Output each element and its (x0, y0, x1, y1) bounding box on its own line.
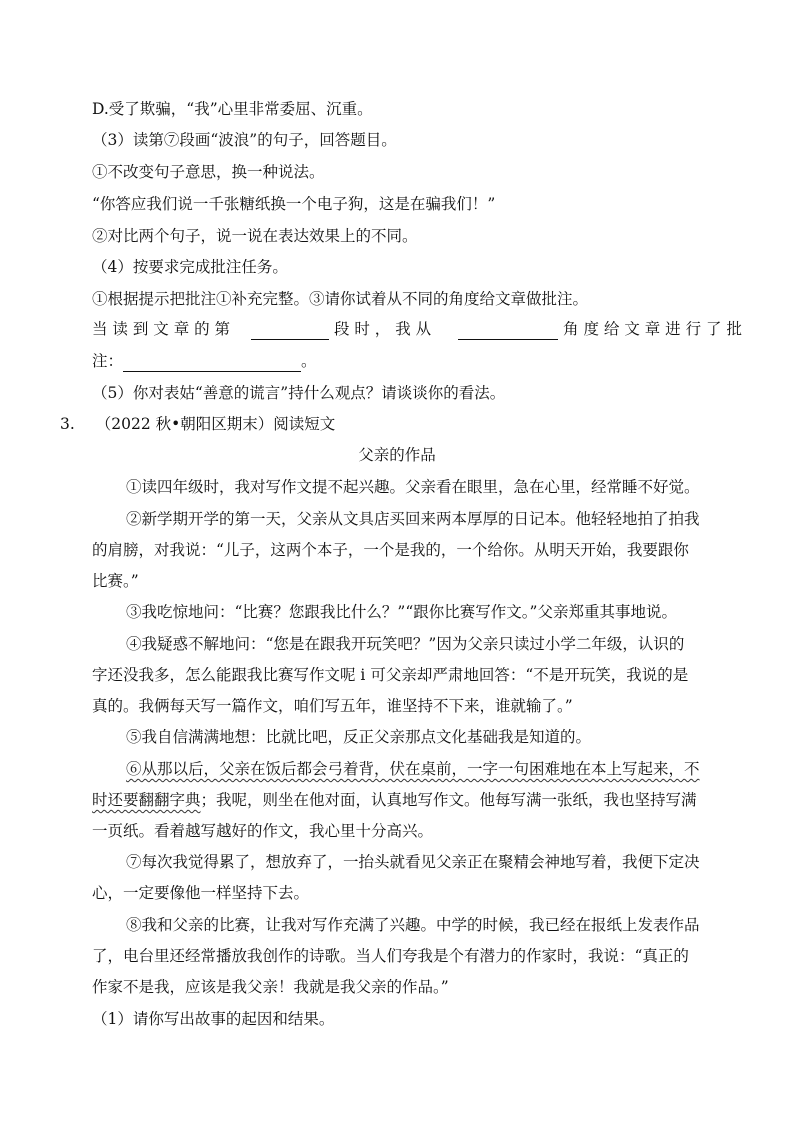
question-number: 3. (60, 415, 75, 433)
paragraph-6-line-3: 一页纸。看着越写越好的作文，我心里十分高兴。 (92, 822, 434, 840)
paragraph-6-line-1: ⑥从那以后，父亲在饭后都会弓着背，伏在桌前，一字一句困难地在本上写起来，不 (126, 760, 700, 778)
paragraph-5: ⑤我自信满满地想：比就比吧，反正父亲那点文化基础我是知道的。 (126, 728, 592, 746)
paragraph-8-line-2: 了，电台里还经常播放我创作的诗歌。当人们夸我是个有潜力的作家时，我说：“真正的 (92, 947, 689, 965)
question-3-item-1: ①不改变句子意思，换一种说法。 (92, 163, 325, 181)
wavy-underlined-text: 时还要翻翻字典 (92, 791, 201, 809)
paragraph-1: ①读四年级时，我对写作文提不起兴趣。父亲看在眼里，急在心里，经常睡不好觉。 (126, 478, 700, 496)
paragraph-2-line-1: ②新学期开学的第一天，父亲从文具店买回来两本厚厚的日记本。他轻轻地拍了拍我 (126, 510, 700, 528)
paragraph-8-line-1: ⑧我和父亲的比赛，让我对写作充满了兴趣。中学的时候，我已经在报纸上发表作品 (126, 916, 700, 934)
paragraph-3: ③我吃惊地问：“比赛？您跟我比什么？”“跟你比赛写作文。”父亲郑重其事地说。 (126, 603, 677, 621)
question-source: （2022 秋•朝阳区期末）阅读短文 (95, 415, 336, 433)
angle-blank[interactable] (458, 321, 558, 340)
question-3-title: （3）读第⑦段画“波浪”的句子，回答题目。 (92, 131, 397, 149)
paragraph-4-line-2: 字还没我多，怎么能跟我比赛写作文呢 i 可父亲却严肃地回答：“不是开玩笑，我说的是 (92, 666, 689, 684)
paragraph-6-line-2-rest: ；我呢，则坐在他对面，认真地写作文。他每写满一张纸，我也坚持写满 (200, 791, 697, 809)
annotation-blank[interactable] (123, 353, 301, 372)
option-d: D.受了欺骗，“我”心里非常委屈、沉重。 (92, 100, 373, 118)
paragraph-7-line-2: 心，一定要像他一样坚持下去。 (92, 884, 310, 902)
article-title: 父亲的作品 (358, 446, 436, 464)
paragraph-2-line-2: 的肩膀，对我说：“儿子，这两个本子，一个是我的，一个给你。从明天开始，我要跟你 (92, 541, 689, 559)
question-4-task: ①根据提示把批注①补充完整。③请你试着从不同的角度给文章做批注。 (92, 290, 589, 308)
question-3-quote: “你答应我们说一千张糖纸换一个电子狗，这是在骗我们！” (92, 195, 496, 213)
fill-text-a: 当 读 到 文 章 的 第 (92, 320, 231, 338)
annotation-fill-line (92, 318, 742, 340)
question-5: （5）你对表姑“善意的谎言”持什么观点？请谈谈你的看法。 (92, 384, 506, 402)
annotation-note-line (92, 350, 317, 372)
paragraph-2-line-3: 比赛。” (92, 572, 139, 590)
paragraph-4-line-3: 真的。我俩每天写一篇作文，咱们写五年，谁坚持不下来，谁就输了。” (92, 697, 573, 715)
paragraph-number-blank[interactable] (251, 321, 329, 340)
paragraph-4-line-1: ④我疑惑不解地问：“您是在跟我开玩笑吧？”因为父亲只读过小学二年级，认识的 (126, 635, 685, 653)
paragraph-6-line-2 (92, 789, 697, 811)
fill-text-b: 段 时 ， 我 从 (333, 320, 432, 338)
paragraph-7-line-1: ⑦每次我觉得累了，想放弃了，一抬头就看见父亲正在聚精会神地写着，我便下定决 (126, 853, 700, 871)
question-3-header (60, 413, 335, 435)
note-label: 注： (92, 352, 124, 370)
note-end: 。 (301, 352, 317, 370)
fill-text-c: 角 度 给 文 章 进 行 了 批 (563, 320, 742, 338)
question-4-title: （4）按要求完成批注任务。 (92, 258, 288, 276)
question-1: （1）请你写出故事的起因和结果。 (92, 1010, 335, 1028)
paragraph-8-line-3: 作家不是我，应该是我父亲！我就是我父亲的作品。” (92, 978, 449, 996)
question-3-item-2: ②对比两个句子，说一说在表达效果上的不同。 (92, 227, 418, 245)
